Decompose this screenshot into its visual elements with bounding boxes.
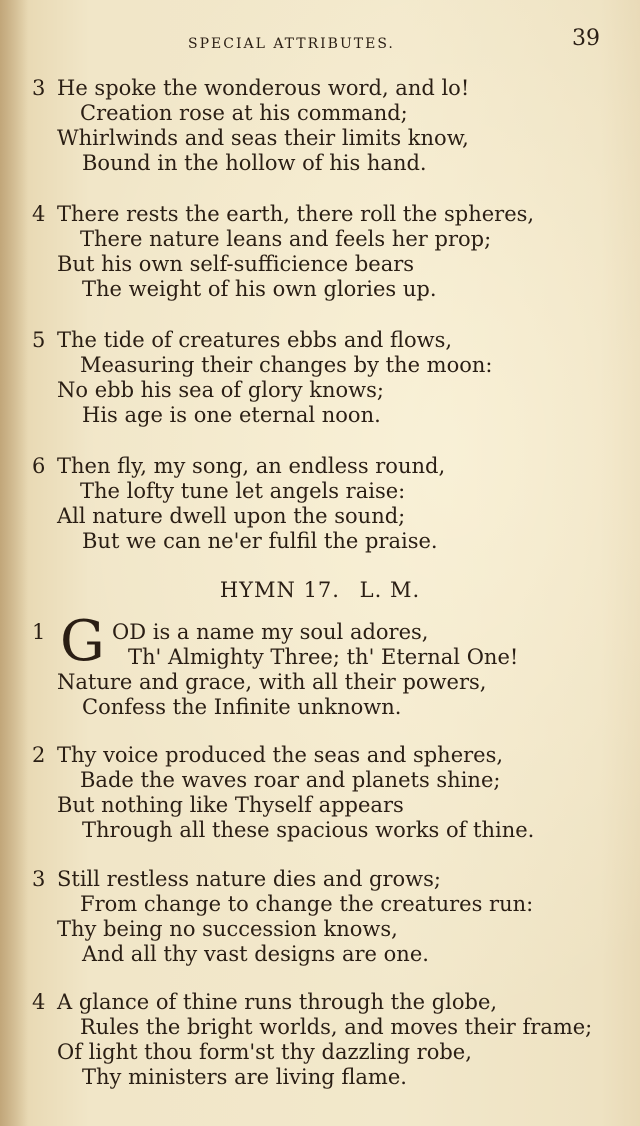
verse-line xyxy=(0,917,640,942)
stanza-prev-5 xyxy=(0,328,640,428)
verse-text: Of light thou form'st thy dazzling robe, xyxy=(57,1040,472,1064)
verse-text: OD is a name my soul adores, xyxy=(112,620,429,644)
verse-text: From change to change the creatures run: xyxy=(80,892,534,916)
drop-cap: G xyxy=(60,609,105,674)
verse-line xyxy=(0,768,640,793)
verse-line xyxy=(0,202,640,227)
verse-line xyxy=(0,403,640,428)
verse-text: The tide of creatures ebbs and flows, xyxy=(57,328,453,352)
verse-line xyxy=(0,227,640,252)
verse-line xyxy=(0,151,640,176)
stanza-number: 3 xyxy=(32,76,46,100)
verse-text: Nature and grace, with all their powers, xyxy=(57,670,487,694)
stanza-number: 1 xyxy=(32,620,46,644)
hymn-stanza-4 xyxy=(0,990,640,1090)
page-number: 39 xyxy=(572,26,600,51)
hymn-meter: L. M. xyxy=(359,578,421,602)
verse-text: Thy being no succession knows, xyxy=(57,917,398,941)
verse-text: And all thy vast designs are one. xyxy=(82,942,429,966)
verse-text: Th' Almighty Three; th' Eternal One! xyxy=(128,645,519,669)
verse-text: Bade the waves roar and planets shine; xyxy=(80,768,501,792)
verse-line xyxy=(0,892,640,917)
stanza-prev-4 xyxy=(0,202,640,302)
verse-text: A glance of thine runs through the globe, xyxy=(57,990,498,1014)
verse-text: His age is one eternal noon. xyxy=(82,403,381,427)
hymn-stanza-2 xyxy=(0,743,640,843)
verse-text: He spoke the wonderous word, and lo! xyxy=(57,76,470,100)
verse-line xyxy=(0,76,640,101)
verse-text: There rests the earth, there roll the spheres, xyxy=(57,202,535,226)
hymn-stanza-1 xyxy=(0,620,640,720)
verse-line xyxy=(0,529,640,554)
stanza-prev-6 xyxy=(0,454,640,554)
hymn-stanza-3 xyxy=(0,867,640,967)
verse-line xyxy=(0,743,640,768)
verse-text: The lofty tune let angels raise: xyxy=(80,479,406,503)
verse-text: Through all these spacious works of thine. xyxy=(82,818,535,842)
stanza-number: 3 xyxy=(32,867,46,891)
verse-line xyxy=(0,277,640,302)
running-head xyxy=(0,26,640,58)
verse-text: But nothing like Thyself appears xyxy=(57,793,404,817)
verse-line xyxy=(0,670,640,695)
verse-text: There nature leans and feels her prop; xyxy=(80,227,492,251)
verse-text: Creation rose at his command; xyxy=(80,101,408,125)
hymn-heading xyxy=(0,578,640,602)
verse-text: But his own self-sufficience bears xyxy=(57,252,415,276)
verse-line xyxy=(0,645,640,670)
verse-line xyxy=(0,818,640,843)
verse-line xyxy=(0,328,640,353)
verse-text: The weight of his own glories up. xyxy=(82,277,437,301)
verse-line xyxy=(0,353,640,378)
verse-line xyxy=(0,1040,640,1065)
running-title: SPECIAL ATTRIBUTES. xyxy=(188,36,395,52)
verse-text: But we can ne'er fulfil the praise. xyxy=(82,529,438,553)
verse-line xyxy=(0,504,640,529)
verse-line xyxy=(0,101,640,126)
stanza-number: 6 xyxy=(32,454,46,478)
verse-line xyxy=(0,695,640,720)
verse-line xyxy=(0,479,640,504)
verse-line xyxy=(0,126,640,151)
stanza-number: 4 xyxy=(32,990,46,1014)
verse-line xyxy=(0,1015,640,1040)
stanza-number: 2 xyxy=(32,743,46,767)
stanza-number: 4 xyxy=(32,202,46,226)
verse-line xyxy=(0,793,640,818)
verse-line xyxy=(0,942,640,967)
verse-line xyxy=(0,620,640,645)
verse-text: Bound in the hollow of his hand. xyxy=(82,151,427,175)
verse-line xyxy=(0,252,640,277)
verse-text: Rules the bright worlds, and moves their frame; xyxy=(80,1015,593,1039)
verse-text: Measuring their changes by the moon: xyxy=(80,353,493,377)
verse-text: Whirlwinds and seas their limits know, xyxy=(57,126,469,150)
verse-text: No ebb his sea of glory knows; xyxy=(57,378,384,402)
verse-text: Thy ministers are living flame. xyxy=(82,1065,407,1089)
verse-text: Then fly, my song, an endless round, xyxy=(57,454,446,478)
verse-text: Confess the Infinite unknown. xyxy=(82,695,402,719)
verse-text: Still restless nature dies and grows; xyxy=(57,867,442,891)
verse-text: All nature dwell upon the sound; xyxy=(57,504,406,528)
verse-line xyxy=(0,454,640,479)
verse-line xyxy=(0,867,640,892)
verse-text: Thy voice produced the seas and spheres, xyxy=(57,743,504,767)
stanza-prev-3 xyxy=(0,76,640,176)
verse-line xyxy=(0,990,640,1015)
verse-line xyxy=(0,1065,640,1090)
stanza-number: 5 xyxy=(32,328,46,352)
hymn-label: HYMN 17. xyxy=(219,578,340,602)
verse-line xyxy=(0,378,640,403)
